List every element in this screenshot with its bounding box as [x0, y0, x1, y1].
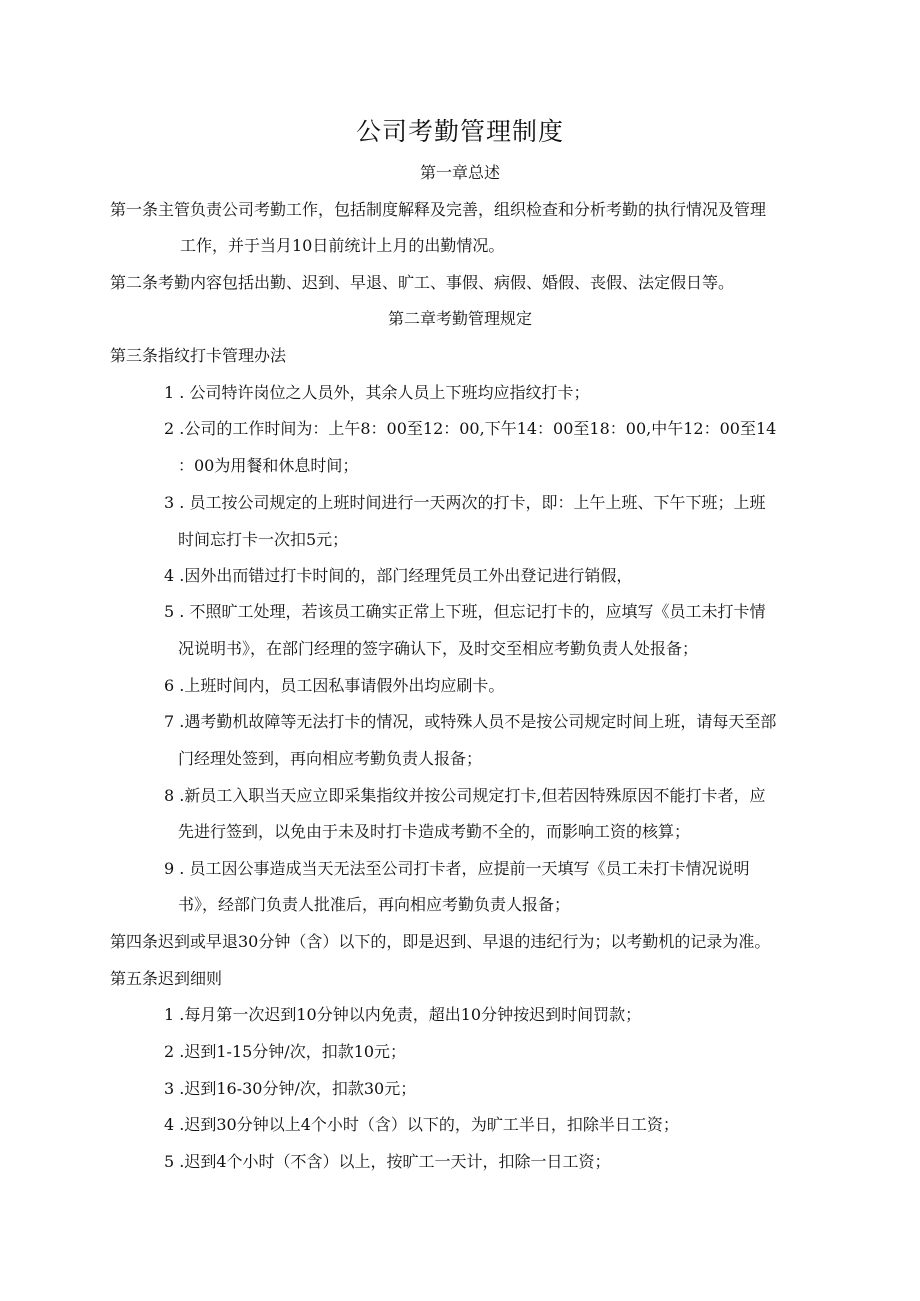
article-text: 第一条主管负责公司考勤工作，包括制度解释及完善，组织检查和分析考勤的执行情况及管理: [110, 200, 767, 219]
list-item: 3 . 员工按公司规定的上班时间进行一天两次的打卡，即：上午上班、下午下班；上班: [164, 493, 766, 512]
list-item-continuation: ：00为用餐和休息时间；: [178, 456, 359, 475]
list-item: 4 .因外出而错过打卡时间的，部门经理凭员工外出登记进行销假，: [164, 566, 633, 585]
article-text: 第二条考勤内容包括出勤、迟到、早退、旷工、事假、病假、婚假、丧假、法定假日等。: [110, 273, 735, 292]
chapter-heading: 第一章总述: [419, 163, 500, 182]
document-title: 公司考勤管理制度: [355, 117, 564, 146]
list-item-continuation: 门经理处签到，再向相应考勤负责人报备；: [178, 749, 483, 768]
list-item: 1 .每月第一次迟到10分钟以内免责，超出10分钟按迟到时间罚款；: [164, 1005, 642, 1024]
article-text: 工作，并于当月10日前统计上月的出勤情况。: [180, 236, 505, 255]
list-item: 5 .迟到4个小时（不含）以上，按旷工一天计，扣除一日工资；: [164, 1152, 611, 1171]
chapter-heading: 第二章考勤管理规定: [387, 309, 532, 328]
list-item: 3 .迟到16-30分钟/次，扣款30元；: [164, 1079, 417, 1098]
list-item-continuation: 时间忘打卡一次扣5元；: [178, 530, 349, 549]
list-item: 9 . 员工因公事造成当天无法至公司打卡者，应提前一天填写《员工未打卡情况说明: [164, 859, 750, 878]
list-item-continuation: 先进行签到，以免由于未及时打卡造成考勤不全的，而影响工资的核算；: [178, 822, 691, 841]
list-item: 2 .迟到1-15分钟/次，扣款10元；: [164, 1042, 407, 1061]
list-item: 2 .公司的工作时间为：上午8：00至12：00,下午14：00至18：00,中午12：00至14: [164, 419, 777, 438]
list-item: 5 . 不照旷工处理，若该员工确实正常上下班，但忘记打卡的，应填写《员工未打卡情: [164, 602, 766, 621]
list-item-continuation: 书》，经部门负责人批准后，再向相应考勤负责人报备；: [178, 895, 571, 914]
list-item: 1 . 公司特许岗位之人员外，其余人员上下班均应指纹打卡；: [164, 383, 590, 402]
article-heading: 第三条指纹打卡管理办法: [110, 346, 287, 365]
list-item: 8 .新员工入职当天应立即采集指纹并按公司规定打卡,但若因特殊原因不能打卡者，应: [164, 786, 766, 805]
article-heading: 第五条迟到细则: [110, 969, 223, 988]
list-item: 7 .遇考勤机故障等无法打卡的情况，或特殊人员不是按公司规定时间上班，请每天至部: [164, 712, 777, 731]
list-item-continuation: 况说明书》，在部门经理的签字确认下，及时交至相应考勤负责人处报备；: [178, 639, 699, 658]
list-item: 4 .迟到30分钟以上4个小时（含）以下的，为旷工半日，扣除半日工资；: [164, 1115, 679, 1134]
list-item: 6 .上班时间内，员工因私事请假外出均应刷卡。: [164, 676, 505, 695]
article-text: 第四条迟到或早退30分钟（含）以下的，即是迟到、早退的违纪行为；以考勤机的记录为准。: [110, 932, 771, 951]
